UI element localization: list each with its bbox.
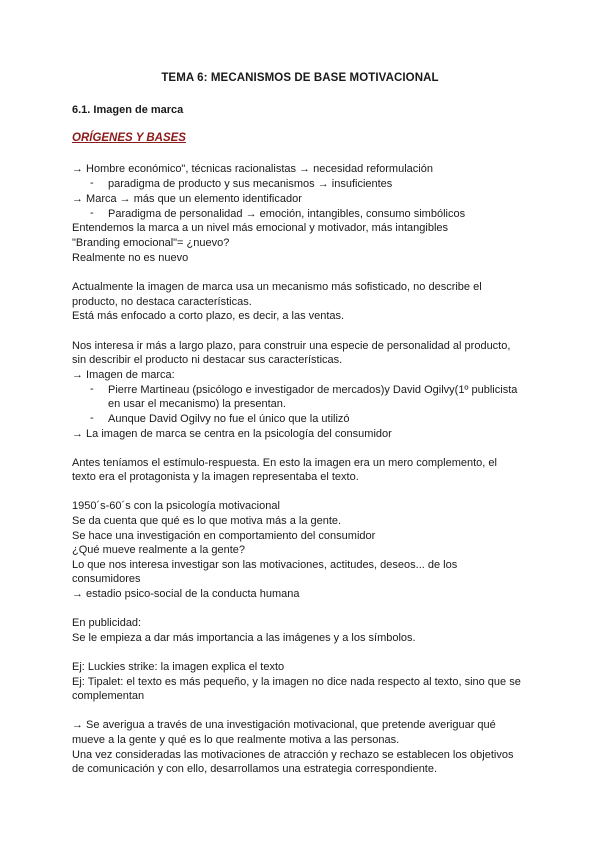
text-line: paradigma de producto y sus mecanismos → insuficientes [108, 178, 393, 190]
text-line: Antes teníamos el estímulo-respuesta. En esto la imagen era un mero complemento, el [72, 457, 497, 469]
text-line: → Imagen de marca: [72, 369, 175, 381]
text-line: mueve a la gente y qué es lo que realmente motiva a las personas. [72, 734, 400, 746]
text-line: sin describir el producto ni destacar sus características. [72, 354, 343, 366]
bullet-dash: - [90, 412, 94, 424]
text-line: Está más enfocado a corto plazo, es decir, a las ventas. [72, 310, 345, 322]
page-title: TEMA 6: MECANISMOS DE BASE MOTIVACIONAL [161, 72, 439, 84]
section-heading: ORÍGENES Y BASES [72, 132, 186, 144]
text-line: Se da cuenta que qué es lo que motiva más a la gente. [72, 515, 342, 527]
text-line: Aunque David Ogilvy no fue el único que la utilizó [108, 413, 350, 425]
text-line: ¿Qué mueve realmente a la gente? [72, 544, 246, 556]
text-line: → Se averigua a través de una investigación motivacional, que pretende averiguar qué [72, 719, 496, 731]
text-line: producto, no destaca características. [72, 296, 252, 308]
text-line: de comunicación y con ello, desarrollamos una estrategia correspondiente. [72, 763, 438, 775]
text-line: → Hombre económico", técnicas racionalistas → necesidad reformulación [72, 163, 433, 175]
text-line: Pierre Martineau (psicólogo e investigador de mercados)y David Ogilvy(1º publicista [108, 384, 518, 396]
text-line: Se le empieza a dar más importancia a las imágenes y a los símbolos. [72, 632, 416, 644]
text-line: Ej: Luckies strike: la imagen explica el texto [72, 661, 285, 673]
text-line: Lo que nos interesa investigar son las motivaciones, actitudes, deseos... de los [72, 559, 458, 571]
text-line: Entendemos la marca a un nivel más emocional y motivador, más intangibles [72, 222, 449, 234]
text-line: Paradigma de personalidad → emoción, intangibles, consumo simbólicos [108, 208, 466, 220]
bullet-dash: - [90, 383, 94, 395]
text-line: Se hace una investigación en comportamiento del consumidor [72, 530, 376, 542]
text-line: texto era el protagonista y la imagen representaba el texto. [72, 471, 359, 483]
text-line: Ej: Tipalet: el texto es más pequeño, y la imagen no dice nada respecto al texto, sino que se [72, 676, 521, 688]
text-line: Realmente no es nuevo [72, 252, 189, 264]
section-subtitle: 6.1. Imagen de marca [72, 104, 184, 116]
text-line: Nos interesa ir más a largo plazo, para construir una especie de personalidad al producto, [72, 340, 511, 352]
text-line: complementan [72, 690, 145, 702]
text-line: En publicidad: [72, 617, 142, 629]
text-line: 1950´s-60´s con la psicología motivacional [72, 500, 280, 512]
bullet-dash: - [90, 177, 94, 189]
text-line: "Branding emocional"= ¿nuevo? [72, 237, 230, 249]
text-line: → La imagen de marca se centra en la psicología del consumidor [72, 428, 392, 440]
bullet-dash: - [90, 207, 94, 219]
text-line: → estadio psico-social de la conducta humana [72, 588, 300, 600]
text-line: Actualmente la imagen de marca usa un mecanismo más sofisticado, no describe el [72, 281, 482, 293]
text-line: Una vez consideradas las motivaciones de atracción y rechazo se establecen los objetivos [72, 749, 514, 761]
text-line: en usar el mecanismo) la presentan. [108, 398, 286, 410]
text-line: → Marca → más que un elemento identificador [72, 193, 302, 205]
text-line: consumidores [72, 573, 141, 585]
